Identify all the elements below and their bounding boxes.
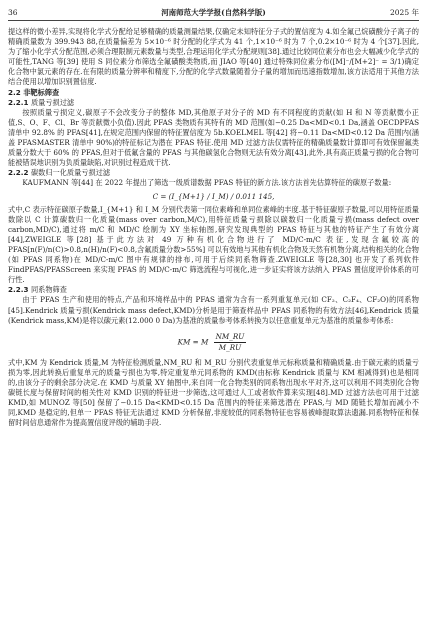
subsection-title: 碳数归一化质量亏损过滤: [30, 168, 111, 178]
running-header: [8, 6, 419, 21]
subsection-heading-carbon-normalized: [8, 168, 419, 178]
subsection-heading-homologue: [8, 285, 419, 295]
subsection-title: 质量亏损过滤: [30, 97, 75, 107]
publication-year: 2025 年: [390, 8, 419, 17]
subsection-number: 2.2.3: [8, 285, 29, 295]
subsection-number: 2.2.2: [8, 168, 29, 178]
paragraph-formula-assignment: 提这样的微小差异,实现将化学式分配给足够精确的质量测量结果,仅确定未知特征分子式的置信度为 4.如全氟己烷磺酸分子离子的精确质量数为 399.943 88,在质量偏差为 5×10⁻⁶ 时分配的化学式为 41 个,1×10⁻⁶ 时为 7 个,0.2×10⁻⁶ 时为 4 个[37].因此,为了缩小化学式分配范围,必须合理限制元素数量与类型,合理运用化学式分配规则[38].通过比较同位素分布也会大幅减少化学式的可能性,TANG 等[39] 使用 S 同位素分布筛选全氟磺酸类物质,而 JIAO 等[40] 通过特殊同位素分布([M]⁻/[M+2]⁻ = 3/1)确定化合物中氯元素的存在.在有限的质量分辨率和精度下,分配的化学式数量随着分子量的增加而迅速指数增加,该方法适用于其他方法结合使用以增加识别置信度.: [8, 27, 419, 87]
fraction-numerator: NM_RU: [214, 332, 247, 343]
equation-lhs: KM = M: [177, 337, 209, 347]
subsection-heading-mass-defect: [8, 98, 419, 108]
fraction-denominator: M_RU: [218, 342, 242, 352]
subsection-number: 2.2.1: [8, 97, 29, 107]
subsection-title: 同系物筛查: [30, 285, 67, 295]
section-heading-nontarget-screening: 2.2 非靶标筛查: [8, 87, 60, 97]
paragraph-homologue-screening: 由于 PFAS 生产和使用的特点,产品和环境样品中的 PFAS 通常为含有一系列重复单元(如 CF₂、C₂F₄、CF₂O)的同系物[45].Kendrick 质量亏损(Kendrick mass defect,KMD)分析是用于筛查样品中 PFAS 同系物的有效方法[46],Kendrick 质量(Kendrick mass,KM)是将以碳元素(12.000 0 Da)为基准的质量参考体系转换为以任意重复单元为基准的质量参考体系:: [8, 295, 419, 325]
equation-carbon-number: C = (I_{M+1} / I_M) / 0.011 145,: [152, 191, 275, 201]
paragraph-md-c-method: 式中,C 表示特征碳原子数量,I_{M+1} 和 I_M 分别代表第一同位素峰和单同位素峰的丰度.基于特征碳原子数量,可以用特征质量数除以 C 计算碳数归一化质量(mass over carbon,M/C),用特征质量亏损除以碳数归一化质量亏损(mass defect over carbon,MD/C),通过将 m/C 和 MD/C 绘制为 XY 坐标轴图,研究发现典型的 PFAS 特征与其他的特征产生了有效分离[44],ZWEIGLE 等[28] 基于此方法对 49 万种有机化合物进行了 MD/C-m/C 表征,发现含氟较高的 PFAS[n(F)/n(C)>0.8,n(H)/n(F)<0.8,含氟质量分数>55%] 可以有效地与其他有机化合物及天然有机物分离,结构相关的化合物(如 PFAS 同系物)在 MD/C-m/C 图中有规律的排布,可用于后续同系物筛查.ZWEIGLE 等[28,30] 也开发了系列软件 FindPFAS/PFASScreen 来实现 PFAS 的 MD/C-m/C 筛选流程与可视化,进一步证实将该方法纳入 PFAS 置信度评价体系的可行性.: [8, 204, 419, 285]
paragraph-kaufmann-method: KAUFMANN 等[44] 在 2022 年提出了筛选一级质谱数据 PFAS 特征的新方法.该方法首先估算特征的碳原子数量:: [22, 178, 392, 188]
paragraph-mass-defect-filter: 按照质量亏损定义,碳原子不会改变分子的整体 MD,其他原子对分子的 MD 有不同程度的贡献(如 H 和 N 等贡献微小正值,S、O、F、Cl、Br 等贡献微小负值).因此 PFAS 类物质有其特有的 MD 范围(如−0.25 Da<MD<0.1 Da,涵盖 OECDPFAS 清单中 92.8% 的 PFAS[41],在规定范围内保留的特征置信度为 5b.KOELMEL 等[42] 将−0.11 Da<MD<0.12 Da 范围内(涵盖 PFASMASTER 清单中 90%)的特征标记为潜在 PFAS 特征.使用 MD 过滤方法仅需特征的精确质量数计算即可有效保留氟类质量分数大于 60% 的 PFAS,但对于低氟含量的 PFAS 与其他碳氢化合物则无法有效分离[43],此外,具有高正质量亏损的化合物可能被错误地识别为负质量缺陷,对识别过程造成干扰.: [8, 107, 419, 168]
page-number: 36: [8, 8, 18, 17]
equation-kendrick-mass: [8, 328, 419, 356]
equation-fraction: [214, 332, 247, 353]
journal-title: 河南师范大学学报(自然科学版): [161, 8, 266, 17]
paragraph-kmd-analysis: 式中,KM 为 Kendrick 质量,M 为特征检测质量,NM_RU 和 M_RU 分别代表重复单元标称质量和精确质量.由于碳元素的质量亏损为零,因此转换后重复单元的质量亏损也为零,特定重复单元同系物的 KMD(由标称 Kendrick 质量与 KM 相减得到)也是相同的,由该分子的剩余部分决定.在 KMD 与质量 XY 轴图中,来自同一化合物类别的同系物出现水平对齐,这可以利用不同类别化合物碳链长度与保留时间的相关性对 KMD 识别的特征进一步筛选,这可通过人工或者软件算来实现[48].MD 过滤方法也可用于过滤 KMD,如 MUNOZ 等[50] 保留了−0.15 Da<KMD<0.15 Da 范围内的特征来筛选潜在 PFAS,与 MD 随链长增加而减小不同,KMD 是稳定的,但单一 PFAS 特征无法通过 KMD 分析保留,非度较低的同系物特征也容易被峰提取算法遗漏.同系物特征和保留时间信息通常作为提高置信度评级的辅助手段.: [8, 357, 419, 428]
article-body: [8, 27, 419, 629]
